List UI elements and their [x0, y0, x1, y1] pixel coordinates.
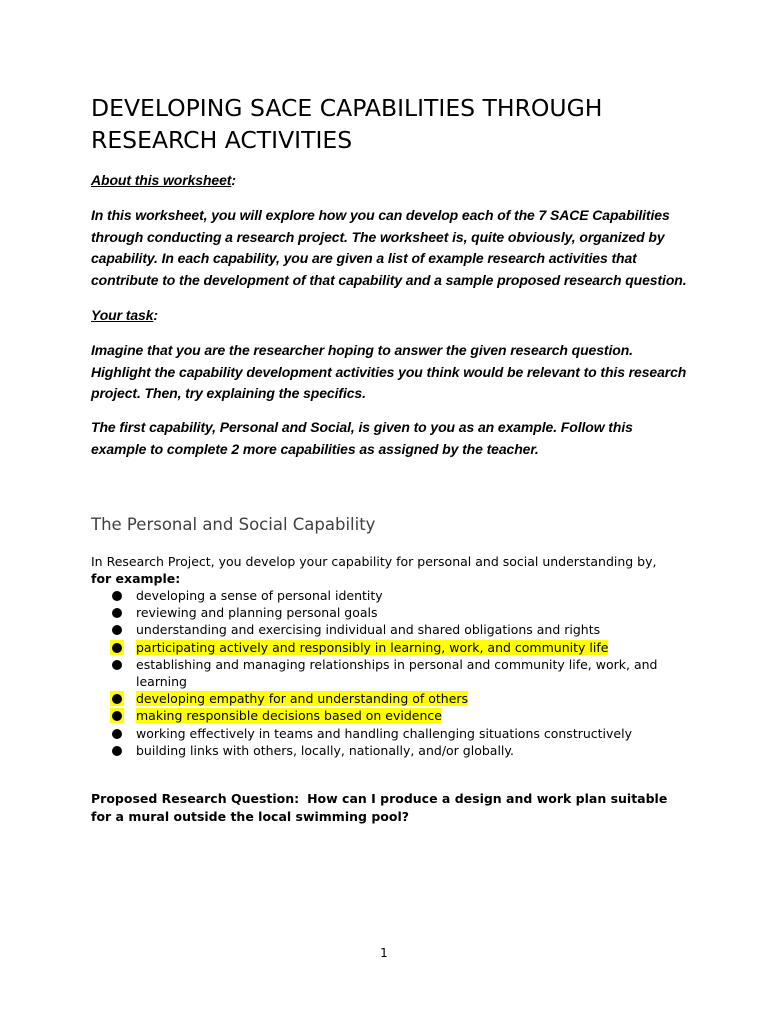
section-intro-bold: for example: [91, 571, 181, 586]
bullet-icon [112, 608, 122, 618]
about-heading-colon: : [231, 172, 236, 188]
capability-item-text: making responsible decisions based on evidence [136, 708, 442, 724]
bullet-icon [112, 694, 122, 704]
capability-item-text: participating actively and responsibly in learning, work, and community life [136, 639, 609, 655]
section-intro-text: In Research Project, you develop your capability for personal and social understanding by, [91, 554, 657, 569]
bullet-icon [112, 643, 122, 653]
capability-item-text: working effectively in teams and handling challenging situations constructively [136, 725, 632, 741]
example-paragraph: The first capability, Personal and Social, is given to you as an example. Follow this example to complete 2 more capabilities as assigned by the teacher. [91, 419, 633, 457]
capability-item-text: building links with others, locally, nationally, and/or globally. [136, 742, 514, 758]
bullet-icon [112, 746, 122, 756]
capability-list-item [91, 587, 691, 604]
capability-list-item [91, 621, 691, 638]
capability-list-item [91, 725, 691, 742]
question-label: Proposed Research Question [91, 791, 295, 806]
capability-item-text: developing empathy for and understanding of others [136, 691, 469, 707]
section-intro [91, 553, 691, 587]
capability-list [91, 587, 691, 759]
bullet-icon [112, 591, 122, 601]
about-heading [91, 170, 691, 192]
capability-item-text: establishing and managing relationships in personal and community life, work, and learning [136, 656, 658, 690]
about-paragraph: In this worksheet, you will explore how you can develop each of the 7 SACE Capabilities through conducting a research project. The worksheet is, quite obviously, organized by capability. In each capability, you are given a list of example research activities that contribute to the development of that capability and a sample proposed research question. [91, 207, 687, 288]
about-heading-label: About this worksheet [91, 172, 232, 188]
section-heading: The Personal and Social Capability [91, 515, 376, 534]
title-line-2: RESEARCH ACTIVITIES [91, 126, 353, 154]
capability-list-item [91, 656, 691, 690]
capability-list-item [91, 604, 691, 621]
bullet-icon [112, 729, 122, 739]
bullet-highlight [110, 640, 124, 655]
capability-list-item [91, 639, 691, 656]
capability-list-item [91, 690, 691, 707]
bullet-highlight [110, 708, 124, 723]
title-line-1: DEVELOPING SACE CAPABILITIES THROUGH [91, 94, 603, 122]
question-text: How can I produce a design and work plan suitable for a mural outside the local swimming pool? [91, 791, 668, 824]
task-heading [91, 305, 691, 327]
capability-item-text: understanding and exercising individual and shared obligations and rights [136, 622, 601, 638]
task-heading-colon: : [153, 307, 158, 323]
question-colon: : [294, 791, 300, 806]
capability-item-text: developing a sense of personal identity [136, 588, 383, 603]
capability-list-item [91, 707, 691, 724]
bullet-highlight [110, 691, 124, 706]
capability-list-item [91, 742, 691, 759]
page-number: 1 [380, 946, 388, 960]
bullet-icon [112, 625, 122, 635]
task-paragraph: Imagine that you are the researcher hoping to answer the given research question. Highlight the capability development activities you think would be relevant to this research project. Then, try explaining the specifics. [91, 342, 687, 401]
bullet-icon [112, 711, 122, 721]
task-heading-label: Your task [91, 307, 154, 323]
bullet-icon [112, 660, 122, 670]
capability-item-text: reviewing and planning personal goals [136, 605, 378, 621]
proposed-research-question [91, 790, 691, 825]
document-title [91, 92, 711, 156]
